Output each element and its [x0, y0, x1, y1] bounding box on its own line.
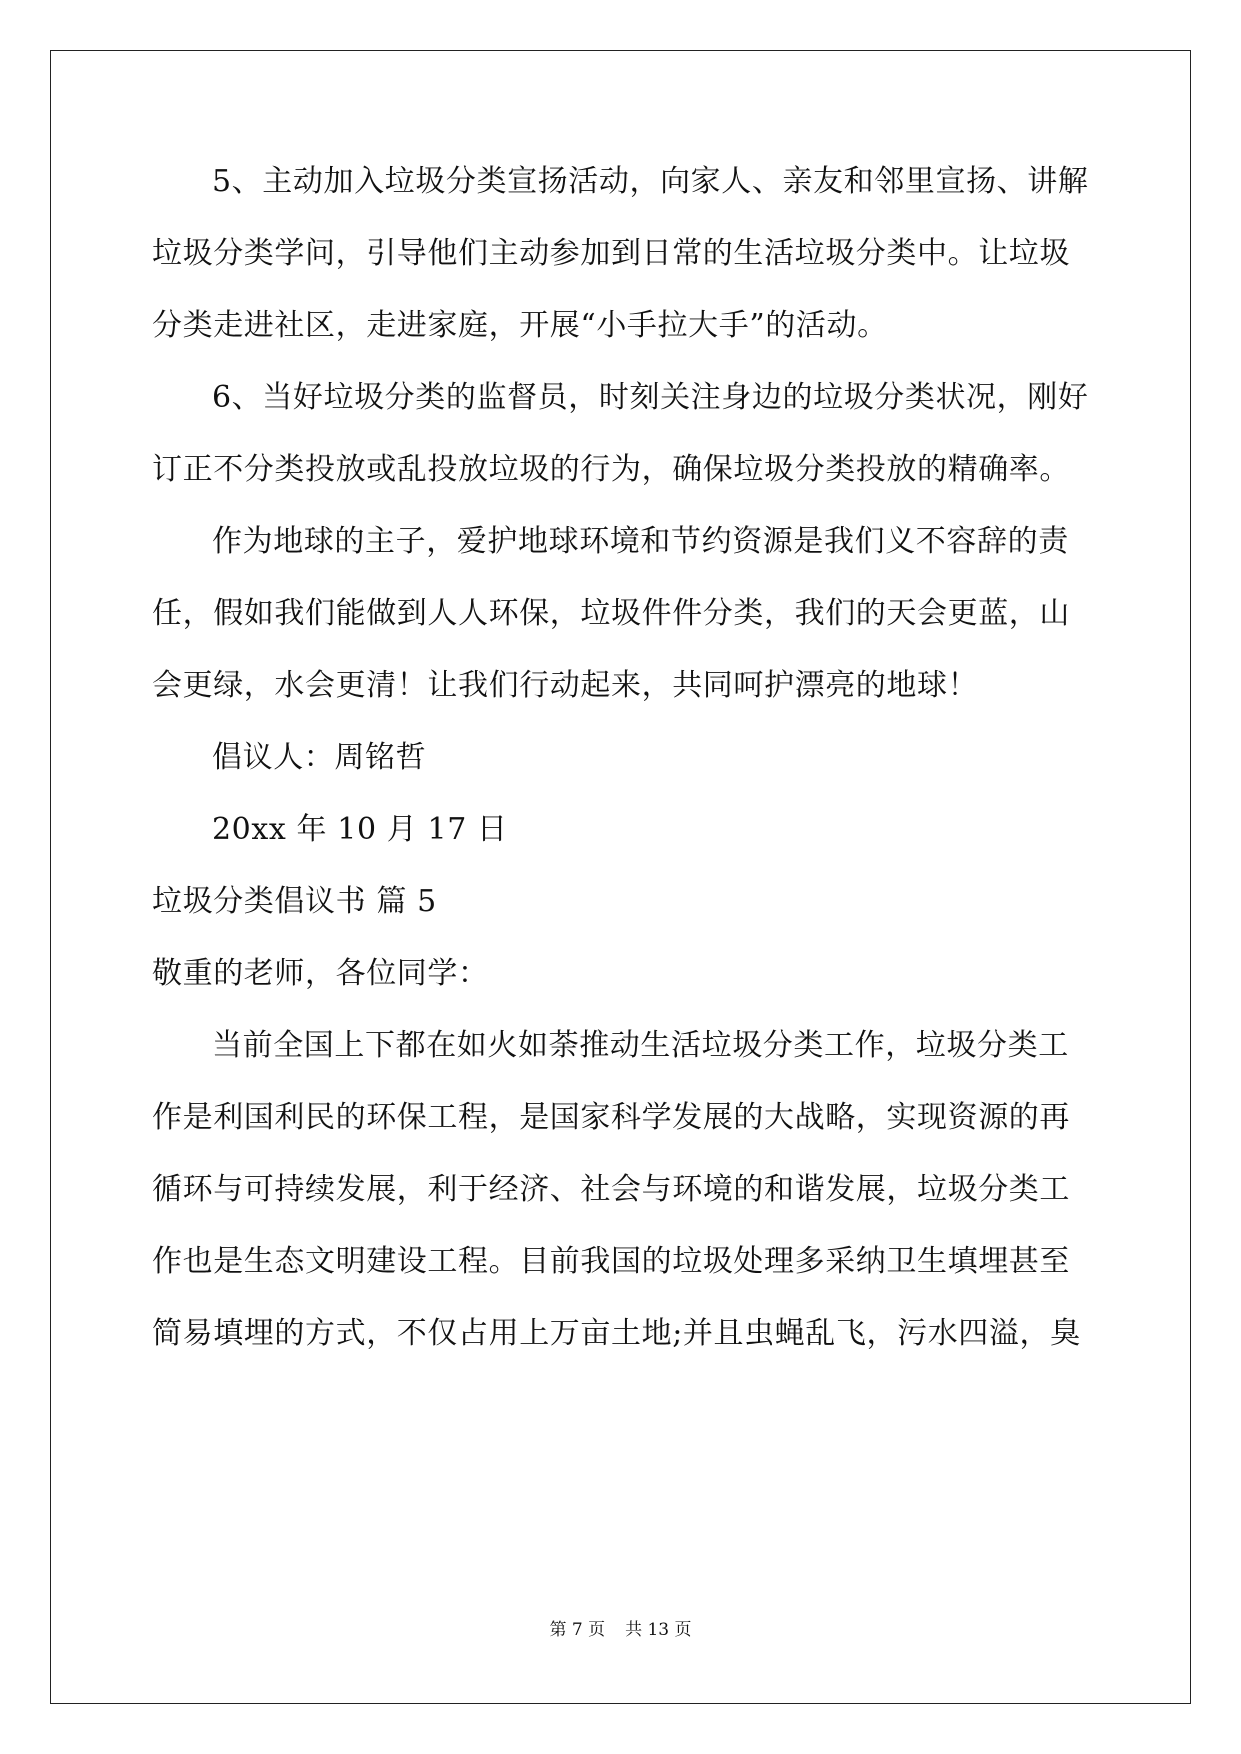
body-paragraph-line-2: 作是利国利民的环保工程，是国家科学发展的大战略，实现资源的再 — [152, 1100, 1070, 1135]
date-line: 20xx 年 10 月 17 日 — [212, 812, 508, 847]
page-footer — [0, 1619, 1241, 1641]
body-paragraph-line-4: 作也是生态文明建设工程。目前我国的垃圾处理多采纳卫生填埋甚至 — [152, 1244, 1070, 1279]
paragraph-6-line-2: 订正不分类投放或乱投放垃圾的行为，确保垃圾分类投放的精确率。 — [152, 452, 1070, 487]
paragraph-5-line-3: 分类走进社区，走进家庭，开展“小手拉大手”的活动。 — [152, 308, 888, 343]
page-number-current: 第 7 页 — [549, 1620, 606, 1640]
signature-line: 倡议人：周铭哲 — [212, 740, 427, 775]
paragraph-6-line-1: 6、当好垃圾分类的监督员，时刻关注身边的垃圾分类状况，刚好 — [212, 380, 1089, 415]
paragraph-5-line-2: 垃圾分类学问，引导他们主动参加到日常的生活垃圾分类中。让垃圾 — [152, 236, 1070, 271]
closing-paragraph-line-1: 作为地球的主子，爱护地球环境和节约资源是我们义不容辞的责 — [212, 524, 1069, 559]
body-paragraph-line-5: 简易填埋的方式，不仅占用上万亩土地;并且虫蝇乱飞，污水四溢，臭 — [152, 1316, 1081, 1351]
salutation: 敬重的老师，各位同学： — [152, 956, 489, 991]
section-heading: 垃圾分类倡议书 篇 5 — [152, 884, 437, 919]
body-paragraph-line-3: 循环与可持续发展，利于经济、社会与环境的和谐发展，垃圾分类工 — [152, 1172, 1070, 1207]
page-border — [50, 50, 1191, 1704]
paragraph-5-line-1: 5、主动加入垃圾分类宣扬活动，向家人、亲友和邻里宣扬、讲解 — [212, 164, 1089, 199]
body-paragraph-line-1: 当前全国上下都在如火如荼推动生活垃圾分类工作，垃圾分类工 — [212, 1028, 1069, 1063]
closing-paragraph-line-3: 会更绿，水会更清！让我们行动起来，共同呵护漂亮的地球！ — [152, 668, 979, 703]
closing-paragraph-line-2: 任，假如我们能做到人人环保，垃圾件件分类，我们的天会更蓝，山 — [152, 596, 1070, 631]
page-number-total: 共 13 页 — [625, 1620, 692, 1640]
